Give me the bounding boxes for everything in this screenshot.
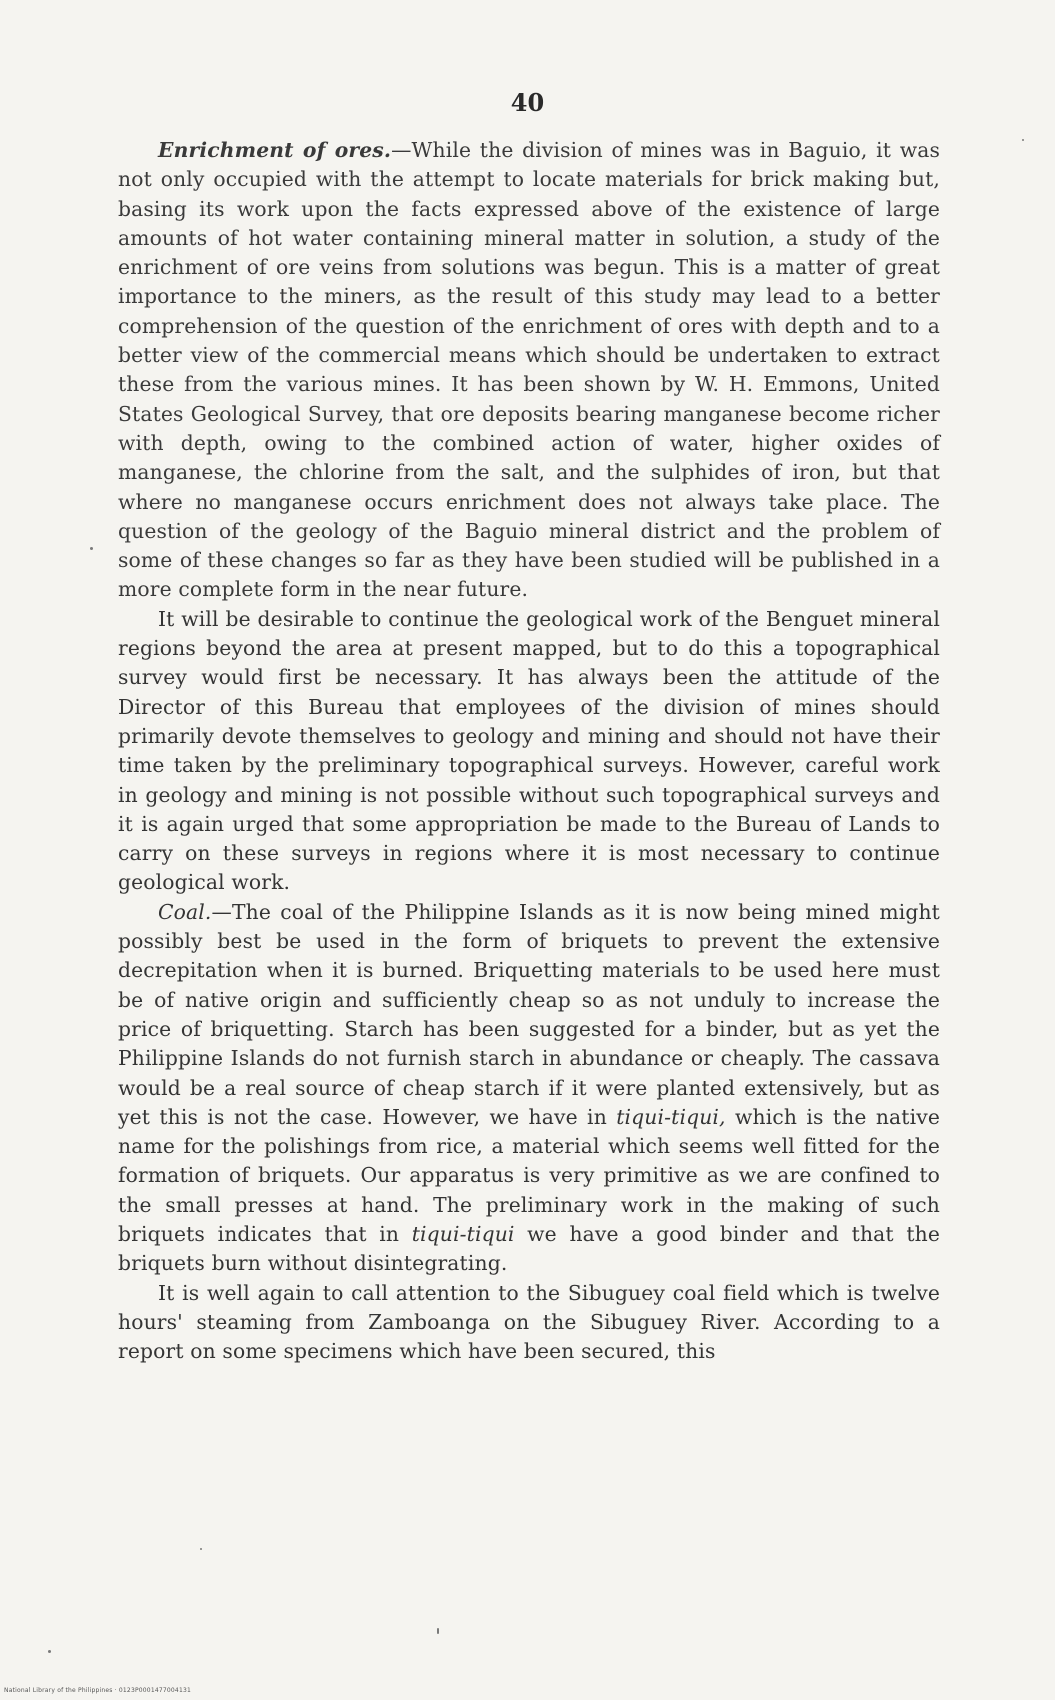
paragraph-sibuguey-coal-field (118, 1279, 940, 1367)
paragraph-text: —The coal of the Philippine Islands as it is now being mined might possibly best be used in the form of briquets to prevent the extensive decrepitation when it is burned. Briquetting materials to be used here must be of native origin and sufficiently cheap so as not unduly to increase the price of briquetting. Starch has been suggested for a binder, but as yet the Philippine Islands do not furnish starch in abundance or cheaply. The cassava would be a real source of cheap starch if it were planted extensively, but as yet this is not the case. However, we have in (118, 899, 940, 1129)
paragraph-text: —While the division of mines was in Baguio, it was not only occupied with the attempt to locate materials for brick making but, basing its work upon the facts expressed above of the existence of large amounts of hot water containing mineral matter in solution, a study of the enrichment of ore veins from solutions was begun. This is a matter of great importance to the miners, as the result of this study may lead to a better comprehension of the question of the enrichment of ores with depth and to a better view of the commercial means which should be undertaken to extract these from the various mines. It has been shown by W. H. Emmons, United States Geological Survey, that ore deposits bearing manganese become richer with depth, owing to the combined action of water, higher oxides of manganese, the chlorine from the salt, and the sulphides of iron, but that where no manganese occurs enrichment does not always take place. The question of the geology of the Baguio mineral district and the problem of some of these changes so far as they have been studied will be published in a more complete form in the near future. (118, 138, 941, 602)
scan-speck (48, 1650, 51, 1653)
term-tiqui-tiqui: tiqui-tiqui, (616, 1104, 726, 1129)
page-number: 40 (510, 88, 545, 117)
paragraph-text: we have a good binder and that the briquets burn without disintegrating. (118, 1221, 941, 1276)
paragraph-lead-enrichment: Enrichment of ores. (158, 138, 392, 162)
paragraph-geological-work (118, 605, 940, 898)
scan-speck (437, 1628, 439, 1634)
scan-credit: National Library of the Philippines · 0123P0001477004131 (4, 1687, 192, 1694)
paragraph-text: which is the native name for the polishings from rice, a material which seems well fitted for the formation of briquets. Our apparatus is very primitive as we are confined to the small presses at hand. The preliminary work in the making of such briquets indicates that in (118, 1104, 940, 1246)
scan-speck (90, 547, 93, 550)
paragraph-lead-coal: Coal. (158, 899, 212, 924)
body-text (118, 136, 940, 1366)
scan-speck (1022, 139, 1024, 141)
paragraph-text: It will be desirable to continue the geological work of the Benguet mineral regions beyond the area at present mapped, but to do this a topographical survey would first be necessary. It has always been the attitude of the Director of this Bureau that employees of the division of mines should primarily devote themselves to geology and mining and should not have their time taken by the preliminary topographical surveys. However, careful work in geology and mining is not possible without such topographical surveys and it is again urged that some appropriation be made to the Bureau of Lands to carry on these surveys in regions where it is most necessary to continue geological work. (118, 606, 940, 895)
paragraph-text: It is well again to call attention to the Sibuguey coal field which is twelve hours' steaming from Zamboanga on the Sibuguey River. According to a report on some specimens which have been secured, this (118, 1280, 940, 1364)
scan-speck (200, 1548, 202, 1550)
paragraph-enrichment-of-ores (118, 136, 940, 605)
term-tiqui-tiqui: tiqui-tiqui (411, 1221, 515, 1246)
paragraph-coal (118, 898, 940, 1279)
